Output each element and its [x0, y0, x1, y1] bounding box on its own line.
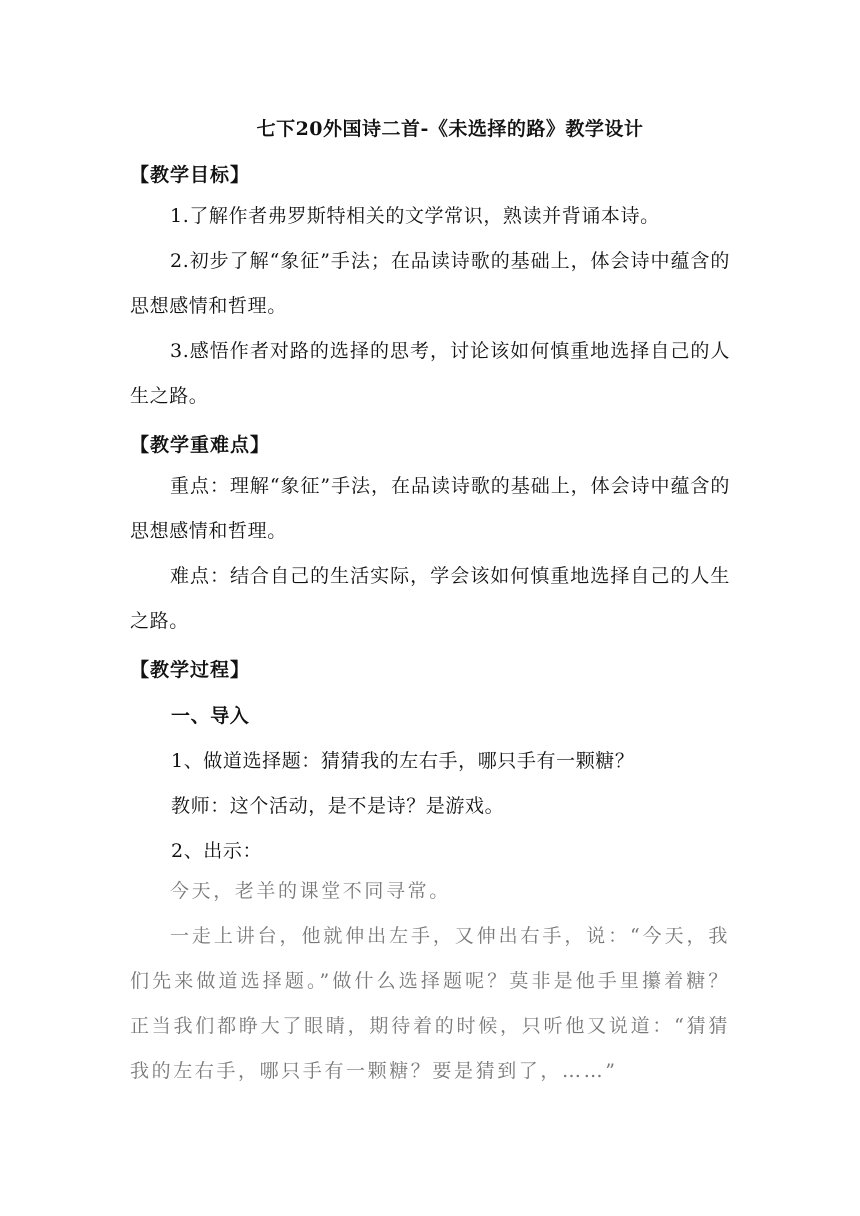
- process-heading: 【教学过程】: [130, 659, 251, 681]
- quoted-passage-paragraph: 一走上讲台，他就伸出左手，又伸出右手，说：“今天，我们先来做道选择题。”做什么选择题呢？莫非是他手里攥着糖？正当我们都睁大了眼睛，期待着的时候，只听他又说道：“猜猜我的左右手，哪只手有一颗糖？要是猜到了，……”: [130, 925, 730, 1082]
- step-2-text: 2、出示：: [171, 840, 263, 862]
- section-intro-title: 一、导入: [171, 705, 250, 727]
- teacher-note: 教师：这个活动，是不是诗？是游戏。: [171, 795, 505, 817]
- goal-item-3: 3.感悟作者对路的选择的思考，讨论该如何慎重地选择自己的人生之路。: [130, 340, 730, 407]
- quoted-passage-line-1: 今天，老羊的课堂不同寻常。: [170, 880, 451, 902]
- difficult-point-paragraph: 难点：结合自己的生活实际，学会该如何慎重地选择自己的人生之路。: [130, 565, 730, 632]
- goal-item-1: 1.了解作者弗罗斯特相关的文学常识，熟读并背诵本诗。: [170, 205, 660, 227]
- step-1-text: 1、做道选择题：猜猜我的左右手，哪只手有一颗糖？: [171, 750, 635, 772]
- goal-item-2: 2.初步了解“象征”手法；在品读诗歌的基础上，体会诗中蕴含的思想感情和哲理。: [130, 250, 730, 317]
- document-title: 七下20外国诗二首-《未选择的路》教学设计: [256, 118, 644, 140]
- key-point-paragraph: 重点：理解“象征”手法，在品读诗歌的基础上，体会诗中蕴含的思想感情和哲理。: [130, 475, 730, 542]
- key-difficult-heading: 【教学重难点】: [130, 434, 271, 456]
- goals-heading: 【教学目标】: [130, 164, 251, 186]
